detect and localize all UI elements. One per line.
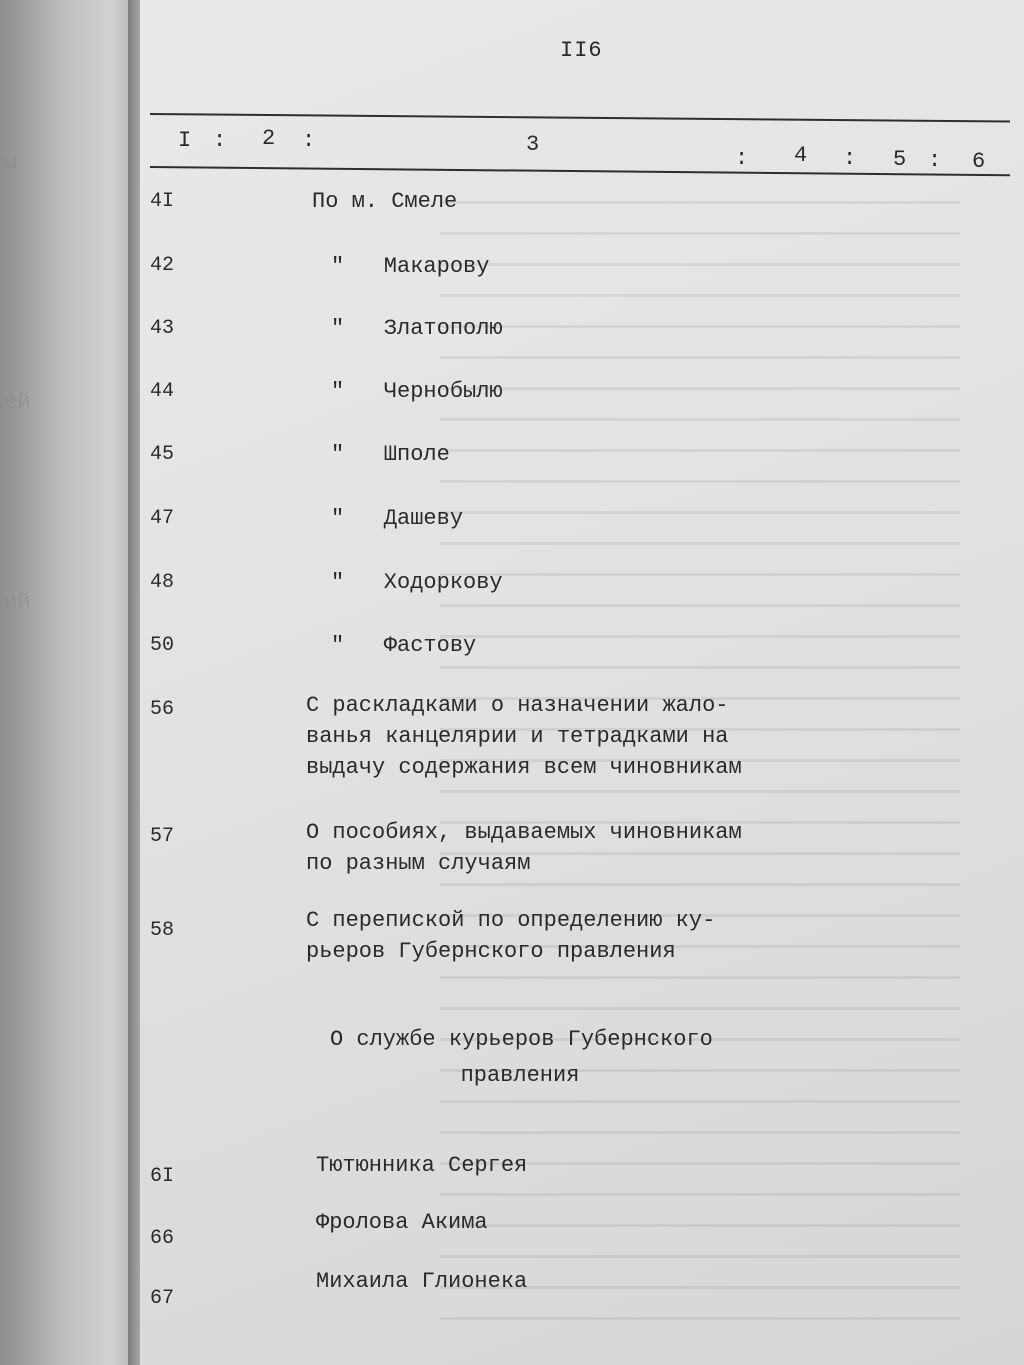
row-number: 66 [149, 1227, 174, 1250]
row-description: По м. Смеле [312, 189, 458, 214]
row-number: 56 [149, 698, 174, 721]
page-number: II6 [560, 38, 603, 63]
row-description: " Шполе [331, 442, 450, 467]
row-number: 47 [149, 507, 174, 530]
row-description: " Чернобылю [331, 379, 503, 404]
facing-page-bleed-mark: ей [4, 390, 31, 415]
row-number: 67 [149, 1287, 174, 1310]
row-description: " Фастову [331, 633, 477, 658]
document-page [140, 0, 1024, 1365]
column-separator: : [928, 148, 942, 173]
person-name: Тютюнника Сергея [316, 1153, 528, 1178]
person-name: Михаила Глионека [316, 1269, 528, 1294]
section-heading: О службе курьеров Губернского правления [330, 1027, 713, 1088]
facing-page-bleed-mark: ий [4, 590, 31, 615]
row-number: 58 [149, 919, 174, 942]
row-description: О пособиях, выдаваемых чиновникам по разным случаям [306, 820, 742, 876]
row-number: 43 [149, 317, 174, 340]
column-header-2: 2 [262, 126, 276, 151]
column-header-4: 4 [794, 143, 808, 168]
row-description: С перепиской по определению ку- рьеров Губернского правления [306, 908, 716, 964]
person-name: Фролова Акима [316, 1210, 488, 1235]
row-number: 44 [149, 380, 174, 403]
row-description: " Златополю [331, 316, 503, 341]
facing-page [0, 0, 140, 1365]
row-number: 50 [149, 634, 174, 657]
column-separator: : [735, 146, 749, 171]
row-description: С раскладками о назначении жало- ванья канцелярии и тетрадками на выдачу содержания всем чиновникам [306, 693, 742, 780]
column-header-6: 6 [972, 149, 986, 174]
row-number: 45 [149, 443, 174, 466]
row-number: 6I [149, 1165, 174, 1188]
column-separator: : [302, 128, 316, 153]
column-header-1: I [178, 128, 192, 153]
facing-page-bleed-mark: ы [4, 150, 18, 175]
row-number: 48 [149, 571, 174, 594]
row-number: 4I [149, 190, 174, 213]
column-header-5: 5 [893, 147, 907, 172]
row-description: " Ходоркову [331, 570, 503, 595]
column-separator: : [843, 146, 857, 171]
column-separator: : [213, 128, 227, 153]
row-description: " Макарову [331, 254, 490, 279]
row-description: " Дашеву [331, 506, 464, 531]
row-number: 57 [149, 825, 174, 848]
row-number: 42 [149, 254, 174, 277]
column-header-3: 3 [526, 132, 540, 157]
